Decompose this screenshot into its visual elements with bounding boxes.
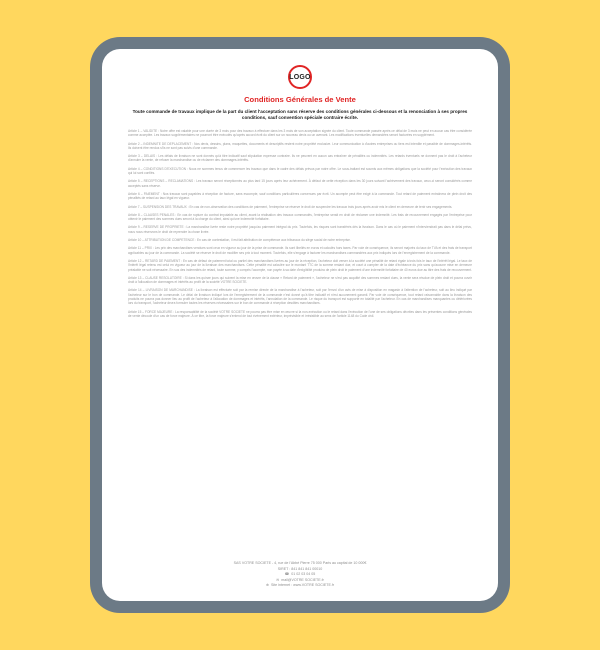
article-12: Article 12 – RETARD DE PAIEMENT : En cas de défaut de paiement total ou partiel des marchandises livrées au jour de la réception, l'acheteur doit verser à la société une pénalité de retard égale à trois fois le taux de l'intérêt légal. Le taux de l'intérêt légal retenu est celui en vigueur au jour de la livraison des marchandises. Cette pénalité est calculée sur le montant TTC de la somme restant due, et court à compter de la date d'échéance du prix sans qu'aucune mise en demeure préalable ne soit nécessaire. En sus des indemnités de retard, toute somme, y compris l'acompte, non payée à sa date d'exigibilité produira de plein droit le paiement d'une indemnité forfaitaire de 40 euros due au titre des frais de recouvrement. [128, 258, 472, 272]
article-6: Article 6 – PAIEMENT : Nos travaux sont payables à réception de facture, sans escompte, sauf conditions particulières convenues par écrit. Un acompte peut être exigé à la commande. Tout retard de paiement entraînera de plein droit des pénalités de retard au taux légal en vigueur. [128, 191, 472, 201]
article-2: Article 2 – INDEMNITE DE DEPLACEMENT : Nos devis, dessins, plans, maquettes, documents et descriptifs restent notre propriété exclusive. Leur communication à d'autres entreprises ou tiers est interdite et passible de dommages-intérêts. Ils doivent être rendus s'ils ne sont pas suivis d'une commande. [128, 141, 472, 150]
footer-web-line [102, 583, 498, 589]
article-7: Article 7 – SUSPENSION DES TRAVAUX : En cas de non-observation des conditions de paiement, l'entreprise se réserve le droit de suspendre les travaux trois jours après avoir mis le client en demeure de tenir ses engagements. [128, 204, 453, 209]
document-frame [90, 37, 510, 613]
logo-text: LOGO [289, 73, 311, 81]
phone-icon: ☎ [284, 572, 290, 577]
footer-address: SAS VOTRE SOCIETE - 4, rue de l'Abbé Pierre 75 000 Paris au capital de 10 000€ [233, 561, 367, 566]
article-13: Article 13 – CLAUSE RESOLUTOIRE : Si dans les quinze jours qui suivent la mise en œuvre de la clause « Retard de paiement », l'acheteur ne s'est pas acquitté des sommes restant dues, la vente sera résolue de plein droit et pourra ouvrir droit à l'allocation de dommages et intérêts au profit de la société VOTRE SOCIETE. [128, 275, 472, 285]
article-8: Article 8 – CLAUSES PENALES : En cas de rupture du contrat imputable au client, avant la réalisation des travaux commandés, l'entreprise serait en droit de réclamer une indemnité. Les frais de recouvrement engagés par l'entreprise pour obtenir le paiement des sommes dues seront à la charge du client, ainsi qu'une indemnité forfaitaire. [128, 212, 472, 222]
article-3: Article 3 – DELAIS : Les délais de livraison ne sont donnés qu'à titre indicatif sauf stipulation expresse contraire. Ils ne peuvent en aucun cas entraîner de pénalités ou indemnités. Les retards éventuels ne donnent pas le droit à l'acheteur d'annuler la vente, de refuser la marchandise ou de réclamer des dommages-intérêts. [128, 154, 472, 163]
document-title: Conditions Générales de Vente [244, 95, 356, 104]
footer [102, 561, 498, 589]
intro-text: Toute commande de travaux implique de la part du client l'acceptation sans réserve des conditions générales ci-dessous et la renonciation à ses propres conditions, sauf convention spéciale contraire écrite. [132, 109, 468, 120]
footer-phone: 01 02 03 04 05 [291, 572, 316, 577]
logo [288, 65, 312, 89]
article-10: Article 10 – ATTRIBUTION DE COMPETENCE : En cas de contestation, il est fait attribution de compétence aux tribunaux du siège social de notre entreprise. [128, 238, 351, 243]
article-11: Article 11 – PRIX : Les prix des marchandises vendues sont ceux en vigueur au jour de la prise de commande. Ils sont libellés en euros et calculés hors taxes. Par voie de conséquence, ils seront majorés du taux de TVA et des frais de transport applicables au jour de la commande. La société se réserve le droit de modifier ses prix à tout moment. Toutefois, elle s'engage à facturer les marchandises commandées aux prix indiqués lors de l'enregistrement de la commande. [128, 246, 472, 255]
article-14: Article 14 – LIVRAISON DE MARCHANDISE : La livraison est effectuée soit par la remise directe de la marchandise à l'acheteur, soit par l'envoi d'un avis de mise à disposition en magasin à l'attention de l'acheteur, soit au lieu indiqué par l'acheteur sur le bon de commande. Le délai de livraison indiqué lors de l'enregistrement de la commande n'est donné qu'à titre indicatif et n'est aucunement garanti. Par voie de conséquence, tout retard raisonnable dans la livraison des produits ne pourra pas donner lieu au profit de l'acheteur à l'allocation de dommages et intérêts, l'annulation de la commande. Le risque du transport est supporté en totalité par l'acheteur. En cas de marchandises manquantes ou détériorées lors du transport, l'acheteur devra formuler toutes les réserves nécessaires sur le bon de commande à réception desdites marchandises. [128, 288, 472, 306]
footer-siret: SIRET : 841 841 841 00010 [277, 566, 323, 571]
article-9: Article 9 – RESERVE DE PROPRIETE : La marchandise livrée reste notre propriété jusqu'au paiement intégral du prix. Toutefois, les risques sont transférés dès la livraison. Dans le cas où le paiement n'interviendrait pas dans le délai prévu, nous nous réservons le droit de reprendre la chose livrée. [128, 225, 472, 234]
article-15: Article 15 – FORCE MAJEURE : La responsabilité de la société VOTRE SOCIETE ne pourra pas être mise en œuvre si la non-exécution ou le retard dans l'exécution de l'une de ses obligations décrites dans les présentes conditions générales de vente découle d'un cas de force majeure. À ce titre, la force majeure s'entend de tout événement extérieur, imprévisible et irrésistible au sens de l'article 1148 du Code civil. [128, 309, 472, 318]
footer-website[interactable]: Site internet : www.VOTRE SOCIETE.fr [270, 583, 335, 588]
article-4: Article 4 – CONDITIONS D'EXECUTION : Nous ne sommes tenus de commencer les travaux que dans le cadre des délais prévus par notre offre. Le sous-traitant est soumis aux mêmes obligations que la société pour l'exécution des travaux qui lui sont confiés. [128, 166, 472, 176]
mail-icon: ✉ [276, 577, 280, 582]
document-page [102, 49, 498, 601]
globe-icon: ⊕ [265, 583, 269, 588]
footer-email[interactable]: mail@VOTRE SOCIETE.fr [281, 577, 324, 582]
articles-list [128, 129, 472, 318]
article-1: Article 1 – VALIDITE : Notre offre est valable pour une durée de 3 mois pour des travaux à effectuer dans les 3 mois de son acceptation signée du client. Toute commande passée après ce délai de 3 mois ne peut en aucun cas être considérée comme acceptée. Les travaux supplémentaires ne pourront être exécutés qu'après accord écrit du client sur un nouveau devis ou un avenant. Les modifications éventuelles demandées seront facturées en supplément. [128, 129, 472, 138]
article-5: Article 5 – RECEPTIONS – RECLAMATIONS : Les travaux seront réceptionnés au plus tard 15 jours après leur achèvement. À défaut de cette réception dans les 30 jours suivant l'achèvement des travaux, ceux-ci seront considérés comme acceptés sans réserve. [128, 179, 472, 188]
